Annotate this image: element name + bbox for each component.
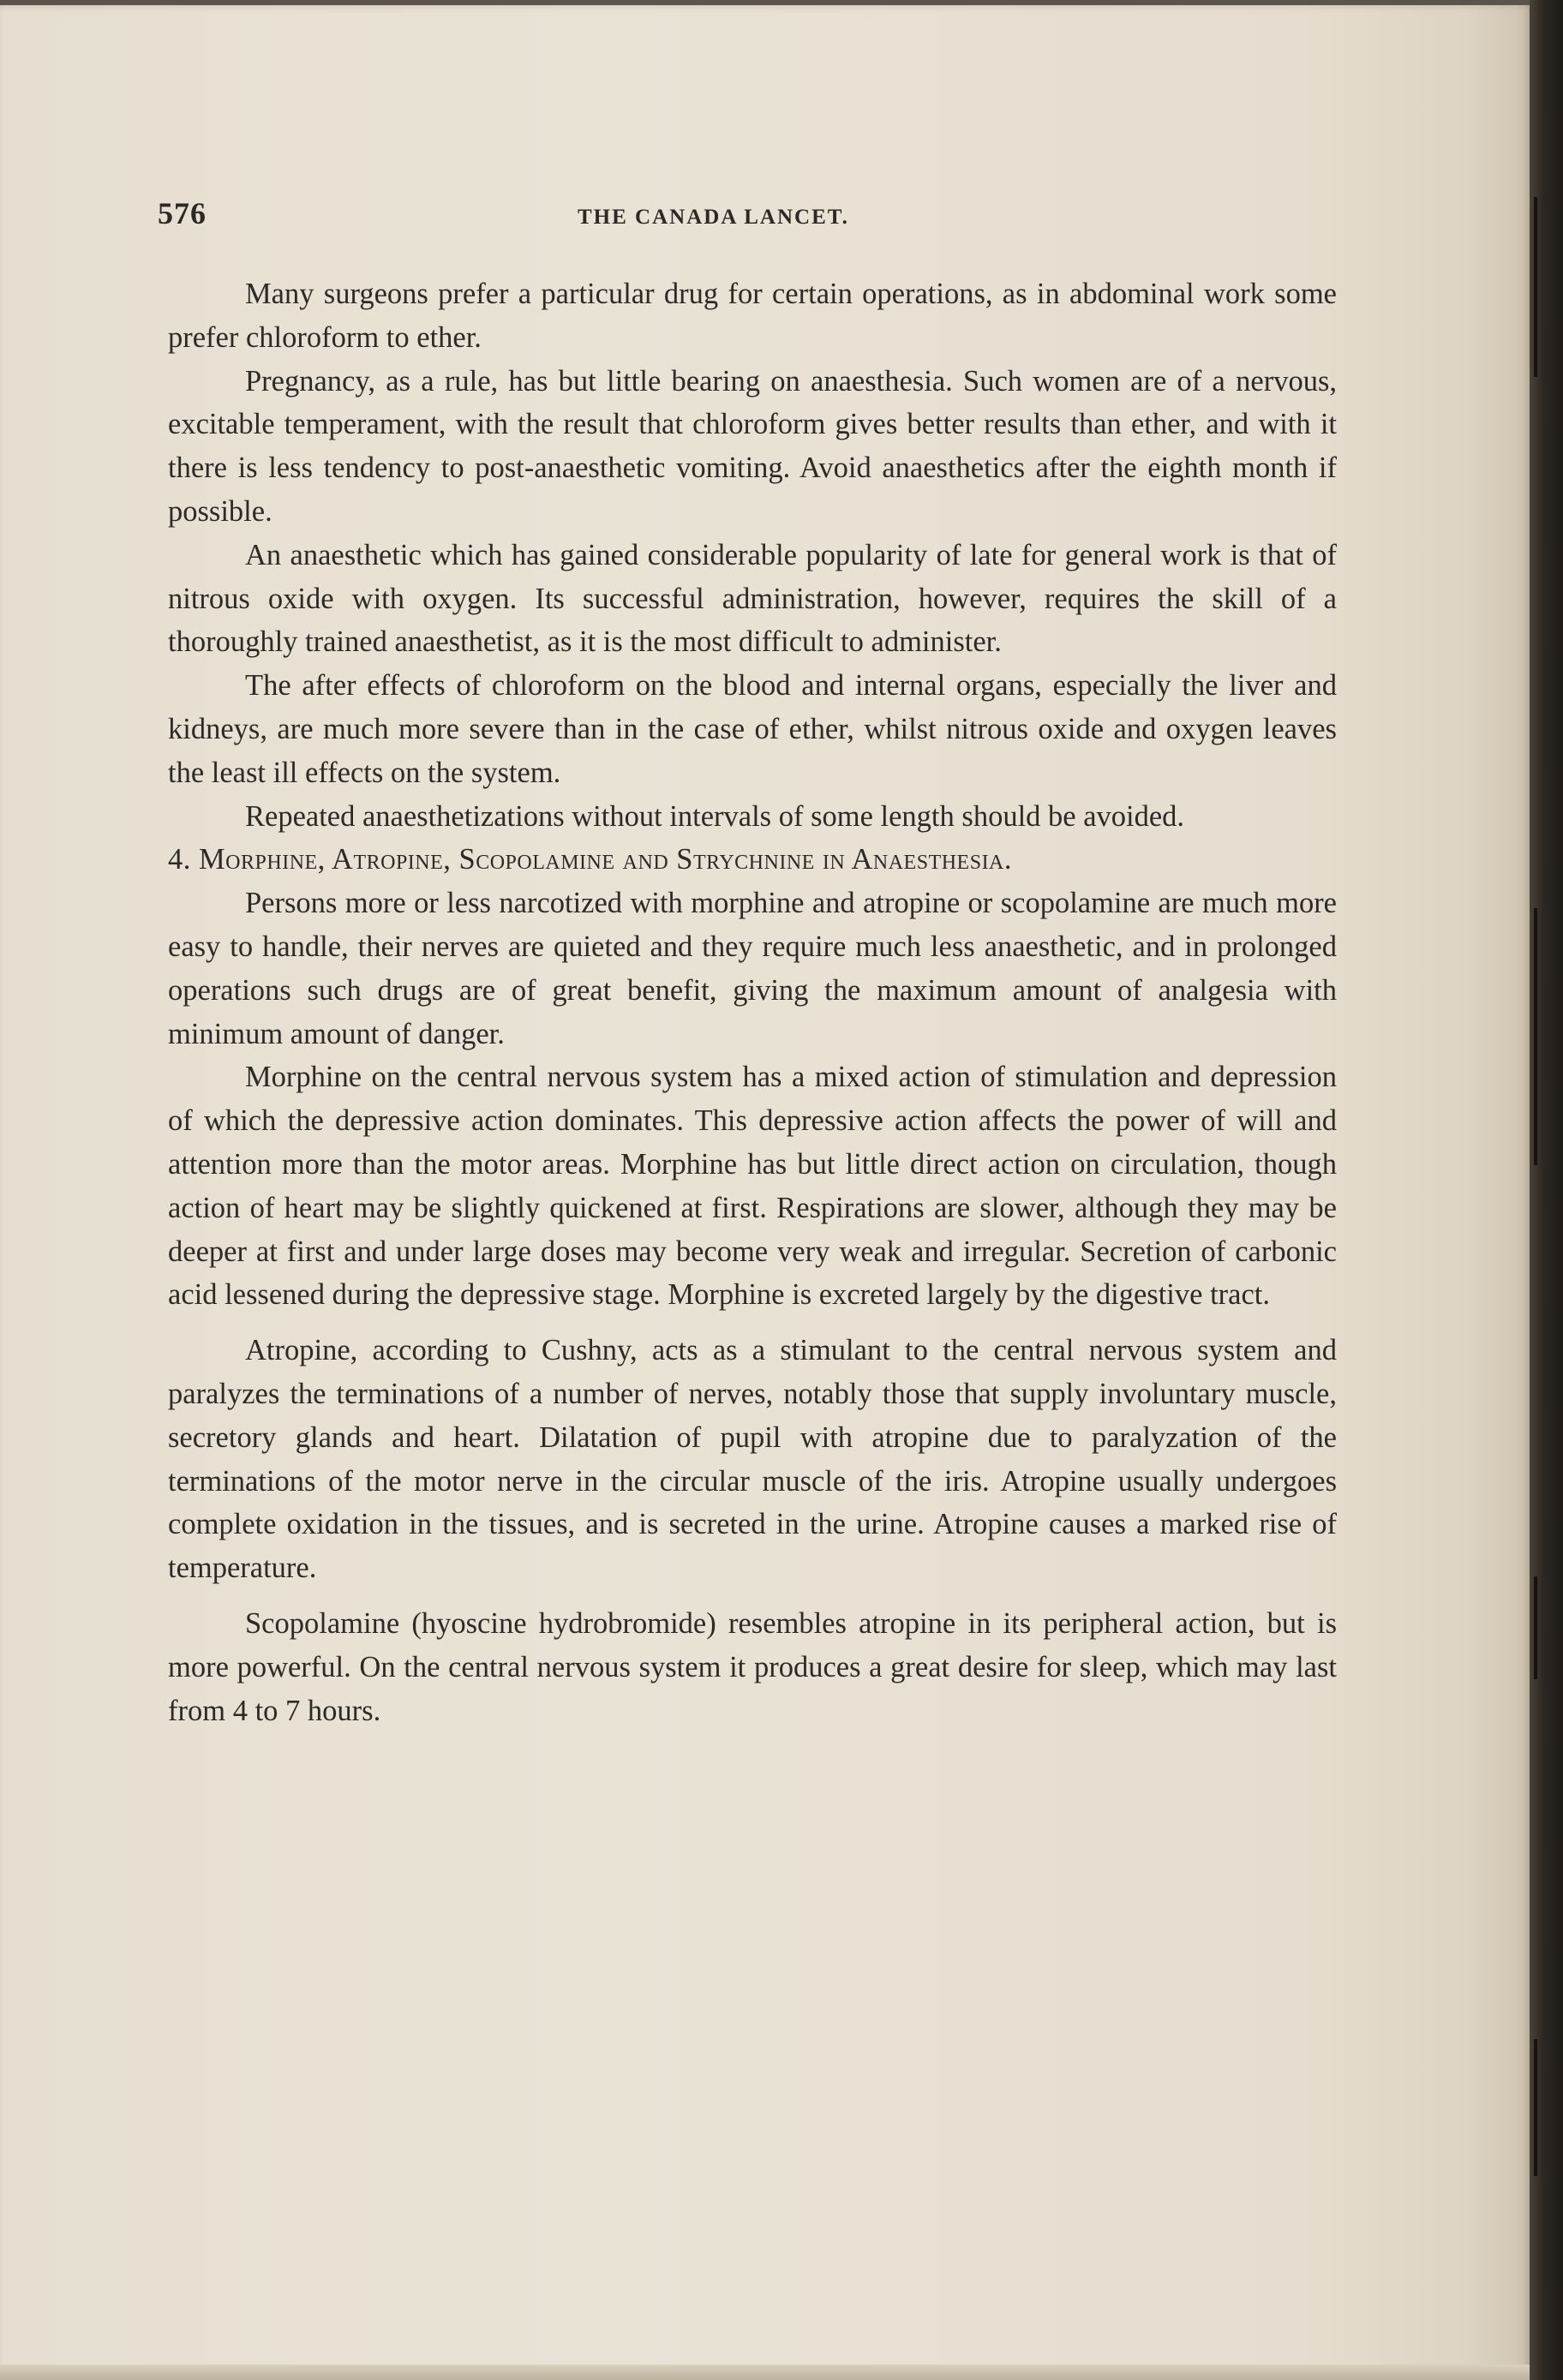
page-header (158, 195, 1340, 240)
paragraph: Morphine on the central nervous system has a mixed action of stimulation and depression of which the depressive action dominates. This depressive action affects the power of will and attention more than the motor areas. Morphine has but little direct action on circulation, though action of heart may be slightly quickened at first. Respirations are slower, although they may be deeper at first and under large doses may become very weak and irregular. Secretion of carbonic acid lessened during the depressive stage. Morphine is excreted largely by the digestive tract. (168, 1061, 1337, 1312)
paragraph: Repeated anaesthetizations without intervals of some length should be avoided. (245, 799, 1185, 833)
paragraph: Scopolamine (hyoscine hydrobromide) resembles atropine in its peripheral action, but is more powerful. On the central nervous system it produces a great desire for sleep, which may last from 4 to 7 hours. (168, 1606, 1337, 1727)
page-bottom-edge (0, 2365, 1530, 2380)
paragraph: An anaesthetic which has gained considerable popularity of late for general work is that of nitrous oxide with oxygen. Its successful administration, however, requires the skill of a thoroughly trained anaesthetist, as it is the most difficult to administer. (168, 538, 1337, 659)
running-head: THE CANADA LANCET. (578, 206, 849, 229)
edge-mark (1534, 908, 1537, 1165)
body-text (168, 272, 1337, 1732)
page-number: 576 (158, 196, 207, 230)
paragraph: Many surgeons prefer a particular drug for certain operations, as in abdominal work some prefer chloroform to ether. (168, 278, 1337, 354)
edge-mark (1534, 2039, 1537, 2176)
paragraph: The after effects of chloroform on the blood and internal organs, especially the liver and kidneys, are much more severe than in the case of ether, whilst nitrous oxide and oxygen leaves the least ill effects on the system. (168, 669, 1337, 789)
paragraph: Persons more or less narcotized with morphine and atropine or scopolamine are much more easy to handle, their nerves are quieted and they require much less anaesthetic, and in prolonged operations such drugs are of great benefit, giving the maximum amount of analgesia with minimum amount of danger. (168, 887, 1337, 1050)
page-top-edge (0, 0, 1530, 5)
edge-mark (1534, 197, 1537, 377)
paragraph: Atropine, according to Cushny, acts as a stimulant to the central nervous system and paralyzes the terminations of a number of nerves, notably those that supply involuntary muscle, secretory glands and heart. Dilatation of pupil with atropine due to paralyzation of the terminations of the motor nerve in the circular muscle of the iris. Atropine usually undergoes complete oxidation in the tissues, and is secreted in the urine. Atropine causes a marked rise of temperature. (168, 1334, 1337, 1585)
section-heading: 4. Morphine, Atropine, Scopolamine and Strychnine in Anaesthesia. (168, 843, 1013, 876)
edge-mark (1534, 1576, 1537, 1679)
paragraph: Pregnancy, as a rule, has but little bearing on anaesthesia. Such women are of a nervous, excitable temperament, with the result that chloroform gives better results than ether, and with it there is less tendency to post-anaesthetic vomiting. Avoid anaesthetics after the eighth month if possible. (168, 364, 1337, 528)
